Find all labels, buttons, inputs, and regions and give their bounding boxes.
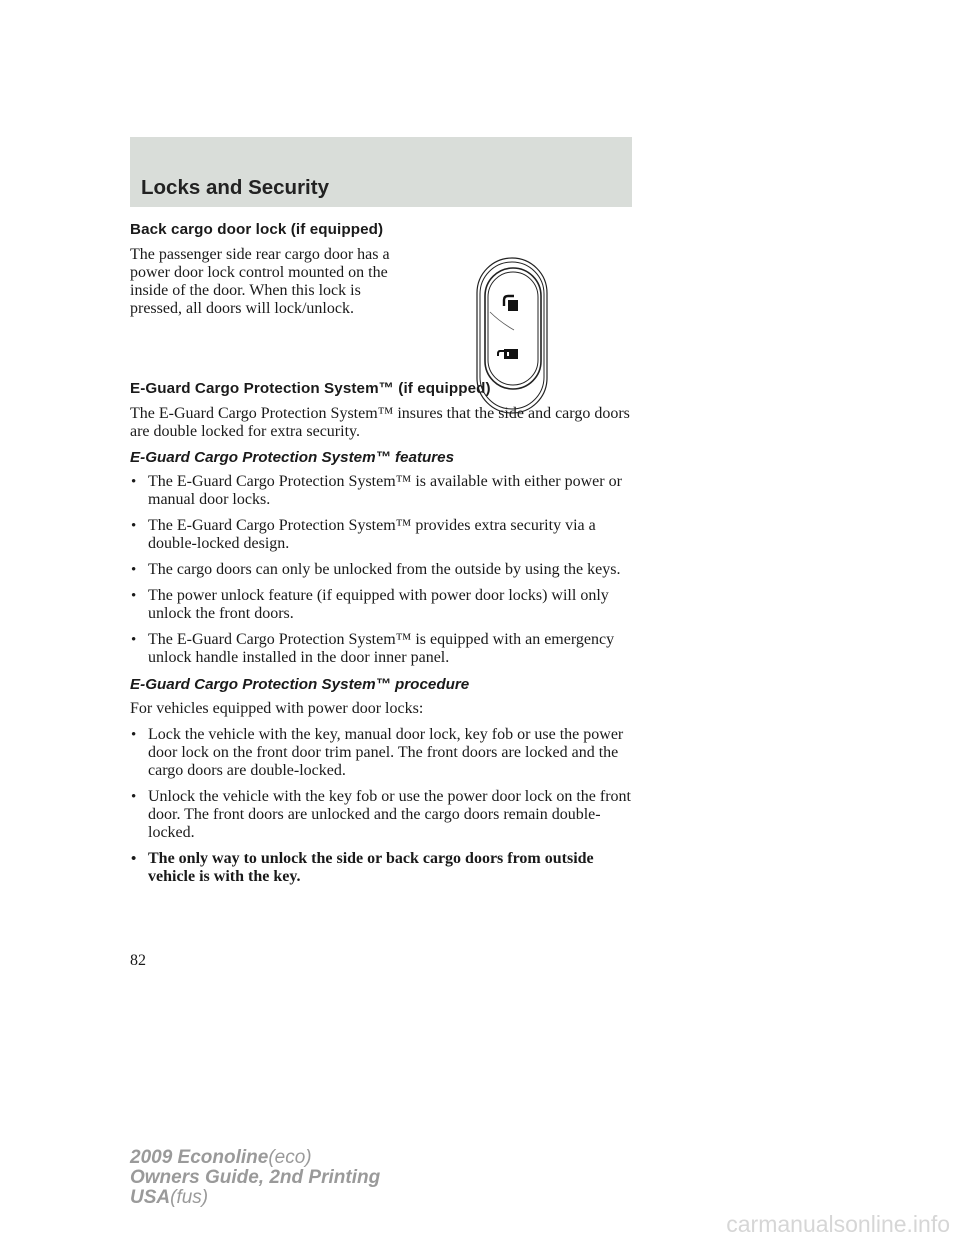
footer-model: 2009 Econoline xyxy=(130,1147,269,1168)
features-list xyxy=(130,473,638,667)
door-lock-switch-icon xyxy=(474,256,554,416)
section-body-back-cargo-lock: The passenger side rear cargo door has a power door lock control mounted on the inside of the door. When this lock is pressed, all doors will lock/unlock. xyxy=(130,246,390,317)
list-item: • Lock the vehicle with the key, manual door lock, key fob or use the power door lock on the front door trim panel. The front doors are locked and the cargo doors are double-locked. xyxy=(130,726,638,780)
document-footer xyxy=(130,1148,380,1208)
list-item: • The E-Guard Cargo Protection System™ provides extra security via a double-locked design. xyxy=(130,517,638,553)
procedure-heading: E-Guard Cargo Protection System™ procedure xyxy=(130,676,470,693)
page-number: 82 xyxy=(130,952,146,969)
list-item: • The E-Guard Cargo Protection System™ is available with either power or manual door locks. xyxy=(130,473,638,509)
list-item: • The only way to unlock the side or back cargo doors from outside vehicle is with the key. xyxy=(130,850,638,886)
section-heading-eguard: E-Guard Cargo Protection System™ (if equipped) xyxy=(130,380,491,397)
main-content xyxy=(130,221,638,895)
footer-market-code: (fus) xyxy=(170,1187,209,1208)
features-heading: E-Guard Cargo Protection System™ features xyxy=(130,449,455,466)
footer-market: USA xyxy=(130,1187,171,1208)
page-title: Locks and Security xyxy=(141,176,329,199)
procedure-list xyxy=(130,726,638,886)
list-item: • The E-Guard Cargo Protection System™ is equipped with an emergency unlock handle installed in the door inner panel. xyxy=(130,631,638,667)
footer-model-code: (eco) xyxy=(268,1147,312,1168)
list-item: • The cargo doors can only be unlocked from the outside by using the keys. xyxy=(130,561,638,579)
list-item: • Unlock the vehicle with the key fob or use the power door lock on the front door. The front doors are unlocked and the cargo doors remain double-locked. xyxy=(130,788,638,842)
list-item: • The power unlock feature (if equipped with power door locks) will only unlock the front doors. xyxy=(130,587,638,623)
site-watermark: carmanualsonline.info xyxy=(726,1211,950,1237)
section-body-eguard: The E-Guard Cargo Protection System™ insures that the side and cargo doors are double locked for extra security. xyxy=(130,405,630,440)
procedure-intro: For vehicles equipped with power door locks: xyxy=(130,700,424,717)
section-heading-back-cargo-lock: Back cargo door lock (if equipped) xyxy=(130,221,384,238)
footer-printing: Owners Guide, 2nd Printing xyxy=(130,1167,381,1188)
